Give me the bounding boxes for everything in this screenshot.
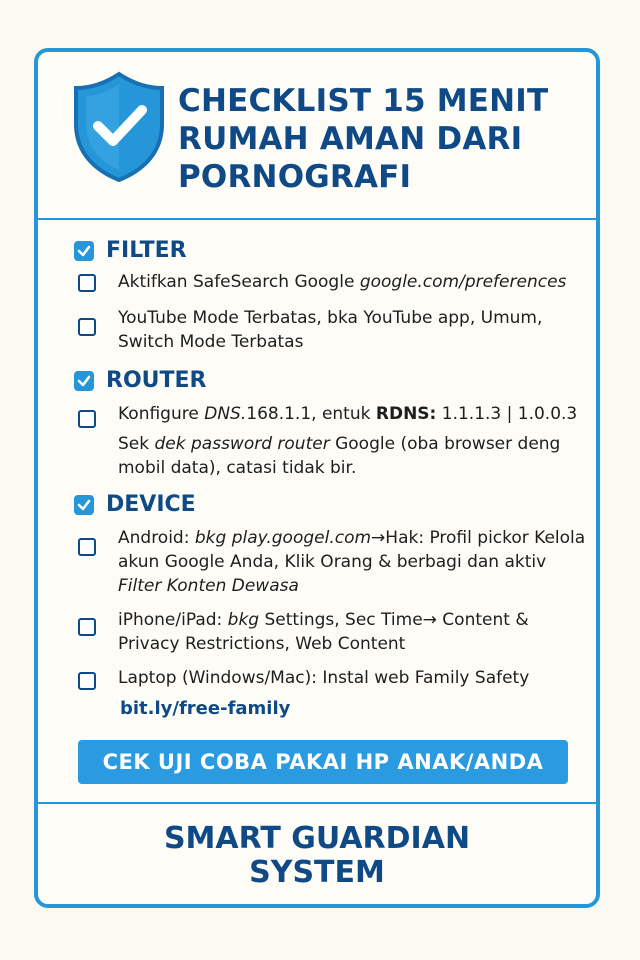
test-check-button[interactable]: CEK UJI COBA PAKAI HP ANAK/ANDA: [78, 740, 568, 784]
title-line-2: RUMAH AMAN DARI: [178, 121, 523, 157]
section-device-heading: [74, 492, 196, 517]
family-safety-link[interactable]: bit.ly/free-family: [120, 698, 291, 719]
checked-checkbox-icon[interactable]: [74, 495, 94, 515]
item-router-password: Sek dek password router Google (oba browser deng mobil data), catasi tidak bir.: [118, 434, 561, 478]
checkbox-dns[interactable]: [78, 410, 96, 428]
shield-check-icon: [72, 70, 166, 182]
section-router-heading: [74, 368, 206, 393]
header-divider: [38, 218, 596, 220]
footer-divider: [38, 802, 596, 804]
checked-checkbox-icon[interactable]: [74, 371, 94, 391]
section-filter-label: FILTER: [106, 238, 187, 263]
checkbox-android[interactable]: [78, 538, 96, 556]
item-dns: Konfigure DNS.168.1.1, entuk RDNS: 1.1.1.3 | 1.0.0.3: [118, 404, 578, 424]
checkbox-iphone[interactable]: [78, 618, 96, 636]
footer-line-1: SMART GUARDIAN: [163, 821, 471, 856]
section-router-label: ROUTER: [106, 368, 207, 393]
title-line-3: PORNOGRAFI: [178, 159, 412, 195]
item-iphone: iPhone/iPad: bkg Settings, Sec Time→ Content & Privacy Restrictions, Web Content: [118, 610, 529, 654]
checkbox-laptop[interactable]: [78, 672, 96, 690]
title-line-1: CHECKLIST 15 MENIT: [178, 83, 549, 119]
item-youtube: YouTube Mode Terbatas, bka YouTube app, Umum, Switch Mode Terbatas: [118, 308, 543, 352]
checkbox-youtube[interactable]: [78, 318, 96, 336]
checked-checkbox-icon[interactable]: [74, 241, 94, 261]
checklist-card: [34, 48, 600, 908]
checkbox-safesearch[interactable]: [78, 274, 96, 292]
item-safesearch: Aktifkan SafeSearch Google google.com/preferences: [118, 272, 567, 292]
item-android: Android: bkg play.googel.com→Hak: Profil pickor Kelola akun Google Anda, Klik Orang & berbagi dan aktiv Filter Konten Dewasa: [118, 528, 586, 596]
page-title: [178, 82, 588, 196]
footer-line-2: SYSTEM: [249, 855, 385, 890]
header: [38, 52, 596, 218]
section-filter-heading: [74, 238, 187, 263]
item-laptop: Laptop (Windows/Mac): Instal web Family Safety: [118, 668, 530, 688]
section-device-label: DEVICE: [106, 492, 196, 517]
footer-brand: [38, 822, 596, 890]
